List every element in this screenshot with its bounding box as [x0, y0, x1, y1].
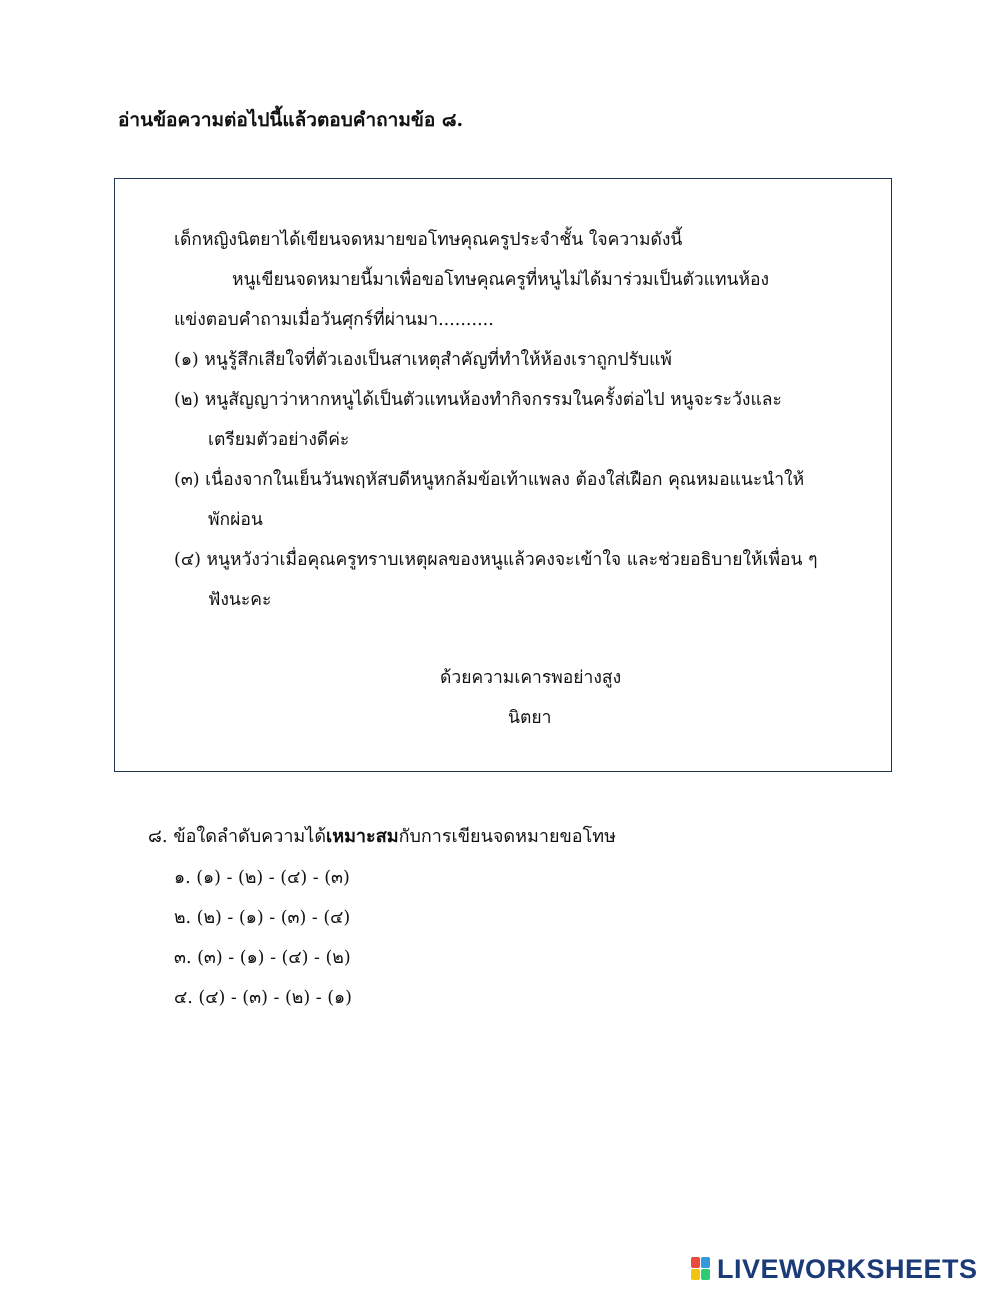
question-8	[148, 822, 616, 852]
passage-closing: ด้วยความเคารพอย่างสูง	[440, 668, 622, 688]
instruction-heading: อ่านข้อความต่อไปนี้แล้วตอบคำถามข้อ ๘.	[118, 109, 464, 131]
question-prefix: ๘. ข้อใดลำดับความได้	[148, 826, 327, 847]
answer-option-2[interactable]: ๒. (๒) - (๑) - (๓) - (๔)	[174, 908, 351, 928]
question-suffix: กับการเขียนจดหมายขอโทษ	[398, 826, 617, 847]
answer-option-3[interactable]: ๓. (๓) - (๑) - (๔) - (๒)	[174, 948, 351, 968]
logo-tile-2	[701, 1257, 710, 1268]
logo-tile-1	[691, 1257, 700, 1268]
logo-tile-3	[691, 1269, 700, 1280]
logo-tiles-icon	[691, 1257, 711, 1281]
logo-text: LIVEWORKSHEETS	[717, 1254, 978, 1284]
answer-option-4[interactable]: ๔. (๔) - (๓) - (๒) - (๑)	[174, 988, 352, 1008]
passage-opening-line2: แข่งตอบคำถามเมื่อวันศุกร์ที่ผ่านมา..........	[174, 310, 494, 330]
passage-item-4: (๔) หนูหวังว่าเมื่อคุณครูทราบเหตุผลของหนูแล้วคงจะเข้าใจ และช่วยอธิบายให้เพื่อน ๆ	[174, 550, 818, 570]
passage-opening-line1: หนูเขียนจดหมายนี้มาเพื่อขอโทษคุณครูที่หนูไม่ได้มาร่วมเป็นตัวแทนห้อง	[232, 270, 770, 290]
passage-item-2: (๒) หนูสัญญาว่าหากหนูได้เป็นตัวแทนห้องทำกิจกรรมในครั้งต่อไป หนูจะระวังและ	[174, 390, 782, 410]
passage-item-4-cont: ฟังนะคะ	[208, 590, 272, 610]
passage-signature: นิตยา	[508, 708, 552, 728]
passage-intro: เด็กหญิงนิตยาได้เขียนจดหมายขอโทษคุณครูประจำชั้น ใจความดังนี้	[174, 230, 683, 250]
question-emphasis: เหมาะสม	[326, 826, 399, 847]
passage-item-3-cont: พักผ่อน	[208, 510, 263, 530]
passage-item-3: (๓) เนื่องจากในเย็นวันพฤหัสบดีหนูหกล้มข้อเท้าแพลง ต้องใส่เฝือก คุณหมอแนะนำให้	[174, 470, 805, 490]
liveworksheets-logo	[691, 1254, 978, 1284]
passage-item-1: (๑) หนูรู้สึกเสียใจที่ตัวเองเป็นสาเหตุสำคัญที่ทำให้ห้องเราถูกปรับแพ้	[174, 350, 672, 370]
answer-option-1[interactable]: ๑. (๑) - (๒) - (๔) - (๓)	[174, 868, 350, 888]
logo-tile-4	[701, 1269, 710, 1280]
passage-item-2-cont: เตรียมตัวอย่างดีค่ะ	[208, 430, 350, 450]
